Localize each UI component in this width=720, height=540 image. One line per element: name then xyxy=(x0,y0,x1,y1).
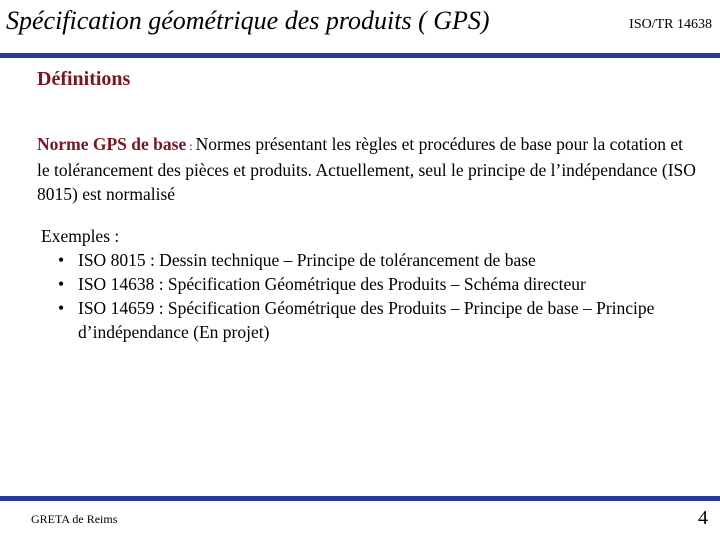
definition-separator: : xyxy=(186,139,196,153)
slide-title: Spécification géométrique des produits ( GPS) xyxy=(6,6,490,35)
header-divider xyxy=(0,53,720,58)
list-item xyxy=(40,248,700,272)
examples-intro: Exemples : xyxy=(41,226,120,246)
list-item xyxy=(40,272,700,296)
list-item xyxy=(40,296,700,344)
list-item-text: ISO 14659 : Spécification Géométrique des Produits – Principe de base – Principe d’indépendance (En projet) xyxy=(78,298,655,342)
iso-reference: ISO/TR 14638 xyxy=(629,17,712,32)
footer-divider xyxy=(0,496,720,501)
bullet-icon: • xyxy=(58,250,65,270)
definition-text: Normes présentant les règles et procédures de base pour la cotation et le tolérancement des pièces et produits. Actuellement, seul le principe de l’indépendance (ISO 8015) est normalisé xyxy=(37,134,696,204)
page-number: 4 xyxy=(698,507,708,529)
section-title: Définitions xyxy=(37,68,131,90)
bullet-icon: • xyxy=(58,298,65,318)
list-item-text: ISO 8015 : Dessin technique – Principe de tolérancement de base xyxy=(78,250,536,270)
bullet-icon: • xyxy=(58,274,65,294)
footer-organization: GRETA de Reims xyxy=(31,512,118,526)
definition-paragraph xyxy=(37,132,697,206)
list-item-text: ISO 14638 : Spécification Géométrique des Produits – Schéma directeur xyxy=(78,274,586,294)
definition-term: Norme GPS de base xyxy=(37,134,187,154)
examples-list xyxy=(40,248,700,344)
